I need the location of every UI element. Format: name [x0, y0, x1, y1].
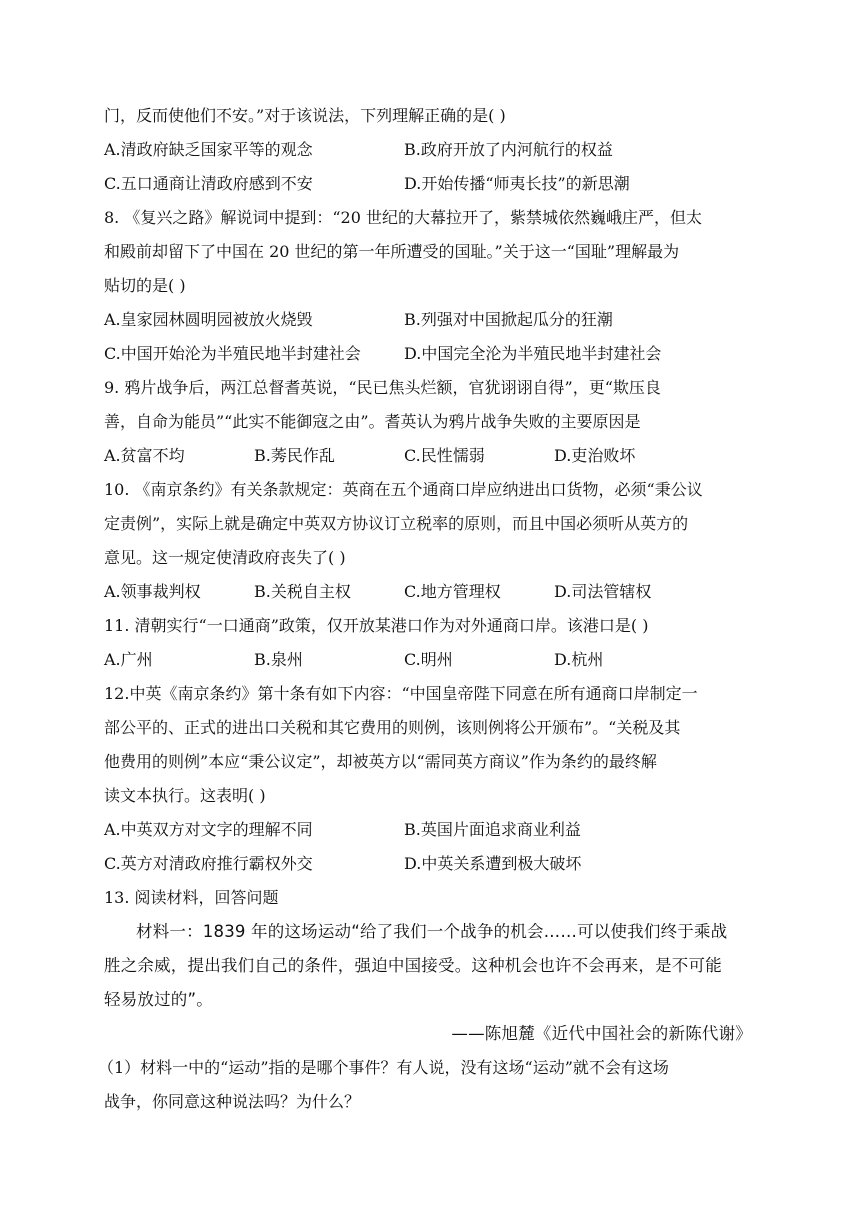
- q13-material-line-3: 轻易放过的”。: [104, 990, 213, 1009]
- q13-material-line-2: 胜之余威，提出我们自己的条件，强迫中国接受。这种机会也许不会再来，是不可能: [104, 956, 722, 975]
- q7-option-d: D.开始传播“师夷长技”的新思潮: [404, 174, 630, 193]
- q12-line-3: 他费用的则例”本应“秉公议定”，却被英方以“需同英方商议”作为条约的最终解: [104, 752, 657, 771]
- q8-line-2: 和殿前却留下了中国在 20 世纪的第一年所遭受的国耻。”关于这一“国耻”理解最为: [104, 242, 680, 261]
- q12-line-2: 部公平的、正式的进出口关税和其它费用的则例，该则例将公开颁布”。“关税及其: [104, 718, 681, 737]
- q11-option-d: D.杭州: [554, 650, 604, 669]
- q8-line-3: 贴切的是( ): [104, 276, 186, 295]
- q7-option-a: A.清政府缺乏国家平等的观念: [104, 140, 313, 159]
- q7-option-b: B.政府开放了内河航行的权益: [404, 140, 613, 159]
- q12-line-4: 读文本执行。这表明( ): [104, 786, 266, 805]
- q10-option-d: D.司法管辖权: [554, 582, 652, 601]
- q12-line-1: 12.中英《南京条约》第十条有如下内容：“中国皇帝陛下同意在所有通商口岸制定一: [104, 684, 698, 703]
- q9-option-a: A.贫富不均: [104, 446, 185, 465]
- q13-sub1-line-1: （1）材料一中的“运动”指的是哪个事件？有人说，没有这场“运动”就不会有这场: [98, 1058, 669, 1077]
- q9-option-c: C.民性懦弱: [404, 446, 485, 465]
- q9-option-b: B.莠民作乱: [254, 446, 335, 465]
- q12-option-d: D.中英关系遭到极大破坏: [404, 854, 582, 873]
- q10-line-3: 意见。这一规定使清政府丧失了( ): [104, 548, 346, 567]
- q10-line-1: 10. 《南京条约》有关条款规定：英商在五个通商口岸应纳进出口货物，必须“秉公议: [104, 480, 703, 499]
- q13-title: 13. 阅读材料，回答问题: [104, 888, 279, 907]
- q8-option-b: B.列强对中国掀起瓜分的狂潮: [404, 310, 613, 329]
- q7-option-c: C.五口通商让清政府感到不安: [104, 174, 313, 193]
- q10-option-a: A.领事裁判权: [104, 582, 201, 601]
- q8-option-c: C.中国开始沦为半殖民地半封建社会: [104, 344, 361, 363]
- q9-line-2: 善，自命为能员”“此实不能御寇之由”。耆英认为鸦片战争失败的主要原因是: [104, 412, 641, 431]
- q11-line-1: 11. 清朝实行“一口通商”政策，仅开放某港口作为对外通商口岸。该港口是( ): [104, 616, 649, 635]
- q13-material-line-1: 材料一：1839 年的这场运动“给了我们一个战争的机会……可以使我们终于乘战: [136, 922, 728, 941]
- q13-sub1-line-2: 战争，你同意这种说法吗？为什么？: [104, 1092, 361, 1111]
- q11-option-b: B.泉州: [254, 650, 303, 669]
- q11-option-c: C.明州: [404, 650, 453, 669]
- q10-option-b: B.关税自主权: [254, 582, 351, 601]
- q10-line-2: 定责例”，实际上就是确定中英双方协议订立税率的原则，而且中国必须听从英方的: [104, 514, 689, 533]
- q13-material-source: ——陈旭麓《近代中国社会的新陈代谢》: [451, 1024, 752, 1043]
- q12-option-a: A.中英双方对文字的理解不同: [104, 820, 313, 839]
- q12-option-b: B.英国片面追求商业利益: [404, 820, 581, 839]
- q7-continuation: 门，反而使他们不安。”对于该说法，下列理解正确的是( ): [104, 106, 506, 125]
- q8-option-a: A.皇家园林圆明园被放火烧毁: [104, 310, 313, 329]
- q8-line-1: 8. 《复兴之路》解说词中提到：“20 世纪的大幕拉开了，紫禁城依然巍峨庄严，但太: [104, 208, 702, 227]
- q10-option-c: C.地方管理权: [404, 582, 501, 601]
- q9-option-d: D.吏治败坏: [554, 446, 636, 465]
- q11-option-a: A.广州: [104, 650, 153, 669]
- q9-line-1: 9. 鸦片战争后，两江总督耆英说，“民已焦头烂额，官犹诩诩自得”，更“欺压良: [104, 378, 661, 397]
- q12-option-c: C.英方对清政府推行霸权外交: [104, 854, 313, 873]
- q8-option-d: D.中国完全沦为半殖民地半封建社会: [404, 344, 662, 363]
